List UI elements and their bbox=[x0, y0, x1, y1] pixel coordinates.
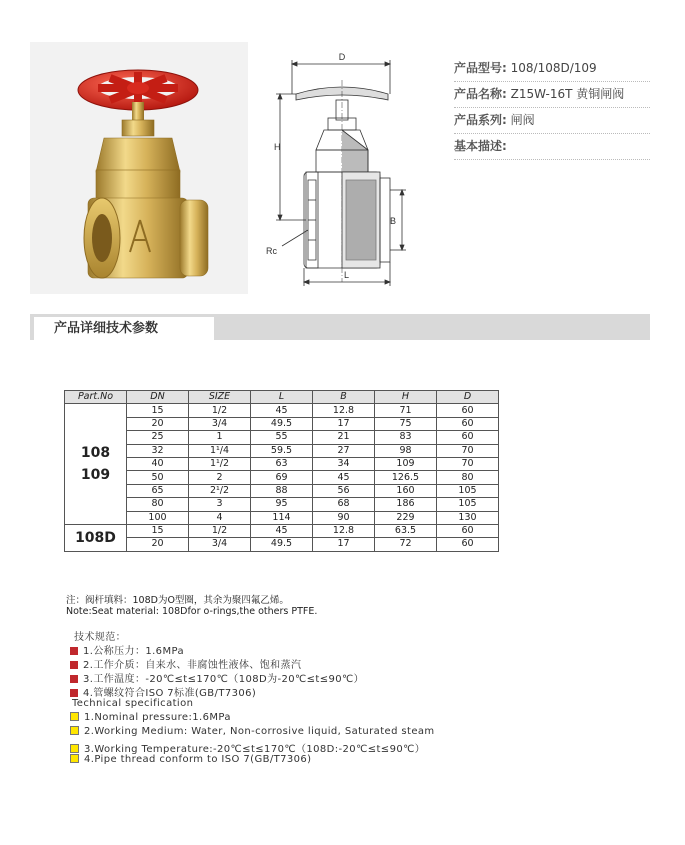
table-row bbox=[65, 511, 499, 524]
table-cell: 83 bbox=[375, 431, 437, 444]
table-cell: 32 bbox=[127, 444, 189, 457]
dim-l-label: L bbox=[344, 270, 350, 280]
table-cell: 98 bbox=[375, 444, 437, 457]
table-row bbox=[65, 498, 499, 511]
table-cell: 130 bbox=[437, 511, 499, 524]
table-cell: 3 bbox=[189, 498, 251, 511]
red-bullet-icon bbox=[70, 661, 78, 669]
info-name-row bbox=[454, 82, 650, 108]
table-cell: 105 bbox=[437, 498, 499, 511]
info-series-row bbox=[454, 108, 650, 134]
dim-d-label: D bbox=[338, 52, 346, 62]
info-label: 产品系列: bbox=[454, 113, 507, 127]
table-cell: 3/4 bbox=[189, 538, 251, 551]
table-cell: 68 bbox=[313, 498, 375, 511]
table-cell: 34 bbox=[313, 457, 375, 470]
table-cell: 229 bbox=[375, 511, 437, 524]
table-cell: 71 bbox=[375, 404, 437, 417]
red-bullet-icon bbox=[70, 675, 78, 683]
spec-en-item: 1.Nominal pressure:1.6MPa bbox=[70, 712, 231, 723]
info-desc-row bbox=[454, 134, 650, 160]
yellow-bullet-icon bbox=[70, 712, 79, 721]
table-cell: 70 bbox=[437, 457, 499, 470]
table-cell: 75 bbox=[375, 417, 437, 430]
table-cell: 60 bbox=[437, 538, 499, 551]
table-row bbox=[65, 431, 499, 444]
yellow-bullet-icon bbox=[70, 744, 79, 753]
table-cell: 105 bbox=[437, 484, 499, 497]
spec-cn-title: 技术规范： bbox=[74, 632, 126, 643]
table-cell: 65 bbox=[127, 484, 189, 497]
table-row bbox=[65, 417, 499, 430]
table-row bbox=[65, 538, 499, 551]
table-cell: 69 bbox=[251, 471, 313, 484]
table-cell: 45 bbox=[313, 471, 375, 484]
product-photo bbox=[30, 42, 248, 294]
info-value: Z15W-16T 黄铜闸阀 bbox=[510, 87, 625, 101]
table-cell: 49.5 bbox=[251, 538, 313, 551]
spec-en-title: Technical specification bbox=[72, 698, 194, 709]
table-cell: 95 bbox=[251, 498, 313, 511]
table-cell: 70 bbox=[437, 444, 499, 457]
table-row bbox=[65, 444, 499, 457]
table-cell: 114 bbox=[251, 511, 313, 524]
table-cell: 15 bbox=[127, 524, 189, 537]
table-cell: 45 bbox=[251, 524, 313, 537]
table-cell: 1/2 bbox=[189, 404, 251, 417]
table-cell: 55 bbox=[251, 431, 313, 444]
table-cell: 49.5 bbox=[251, 417, 313, 430]
note-cn: 注：阀杆填料：108D为O型圈，其余为聚四氟乙烯。 bbox=[66, 595, 289, 606]
part-number-cell: 108D bbox=[65, 524, 127, 551]
table-cell: 1¹/2 bbox=[189, 457, 251, 470]
table-cell: 15 bbox=[127, 404, 189, 417]
table-cell: 12.8 bbox=[313, 404, 375, 417]
yellow-bullet-icon bbox=[70, 754, 79, 763]
table-cell: 21 bbox=[313, 431, 375, 444]
header-l: L bbox=[251, 391, 313, 404]
spec-cn-item: 1.公称压力：1.6MPa bbox=[70, 642, 184, 657]
table-cell: 2¹/2 bbox=[189, 484, 251, 497]
header-dn: DN bbox=[127, 391, 189, 404]
table-cell: 25 bbox=[127, 431, 189, 444]
table-row bbox=[65, 457, 499, 470]
header-d: D bbox=[437, 391, 499, 404]
table-cell: 88 bbox=[251, 484, 313, 497]
spec-en-item: 3.Working Temperature:-20℃≤t≤170℃（108D:-20℃≤t≤90℃） bbox=[70, 740, 425, 755]
red-bullet-icon bbox=[70, 689, 78, 697]
table-row bbox=[65, 484, 499, 497]
table-cell: 56 bbox=[313, 484, 375, 497]
technical-drawing bbox=[262, 50, 422, 290]
dim-h-label: H bbox=[274, 142, 281, 152]
spec-table bbox=[64, 390, 499, 552]
table-cell: 80 bbox=[127, 498, 189, 511]
table-cell: 40 bbox=[127, 457, 189, 470]
table-cell: 2 bbox=[189, 471, 251, 484]
info-label: 产品名称: bbox=[454, 87, 507, 101]
table-cell: 50 bbox=[127, 471, 189, 484]
table-cell: 60 bbox=[437, 404, 499, 417]
table-cell: 80 bbox=[437, 471, 499, 484]
header-h: H bbox=[375, 391, 437, 404]
table-cell: 63 bbox=[251, 457, 313, 470]
note-en: Note:Seat material: 108Dfor o-rings,the others PTFE. bbox=[66, 606, 318, 617]
table-cell: 60 bbox=[437, 417, 499, 430]
table-cell: 12.8 bbox=[313, 524, 375, 537]
yellow-bullet-icon bbox=[70, 726, 79, 735]
part-number-cell: 108 109 bbox=[65, 404, 127, 525]
header-size: SIZE bbox=[189, 391, 251, 404]
table-cell: 17 bbox=[313, 538, 375, 551]
table-cell: 186 bbox=[375, 498, 437, 511]
table-cell: 1¹/4 bbox=[189, 444, 251, 457]
info-value: 108/108D/109 bbox=[510, 61, 597, 75]
table-cell: 126.5 bbox=[375, 471, 437, 484]
info-value: 闸阀 bbox=[510, 113, 535, 127]
spec-en-item: 2.Working Medium: Water, Non-corrosive liquid, Saturated steam bbox=[70, 726, 435, 737]
dim-rc-label: Rc bbox=[266, 246, 277, 256]
info-label: 产品型号: bbox=[454, 61, 507, 75]
info-label: 基本描述: bbox=[454, 139, 507, 153]
spec-en-item: 4.Pipe thread conform to ISO 7(GB/T7306) bbox=[70, 754, 311, 765]
table-cell: 109 bbox=[375, 457, 437, 470]
table-cell: 1/2 bbox=[189, 524, 251, 537]
table-cell: 1 bbox=[189, 431, 251, 444]
table-header-row bbox=[65, 391, 499, 404]
table-cell: 20 bbox=[127, 538, 189, 551]
table-cell: 100 bbox=[127, 511, 189, 524]
table-cell: 60 bbox=[437, 431, 499, 444]
table-cell: 45 bbox=[251, 404, 313, 417]
red-bullet-icon bbox=[70, 647, 78, 655]
section-title: 产品详细技术参数 bbox=[34, 317, 214, 340]
table-row bbox=[65, 471, 499, 484]
table-cell: 27 bbox=[313, 444, 375, 457]
table-cell: 63.5 bbox=[375, 524, 437, 537]
spec-cn-item: 3.工作温度：-20℃≤t≤170℃（108D为-20℃≤t≤90℃） bbox=[70, 670, 364, 685]
table-row bbox=[65, 404, 499, 417]
table-cell: 20 bbox=[127, 417, 189, 430]
table-cell: 3/4 bbox=[189, 417, 251, 430]
section-header bbox=[30, 314, 650, 340]
table-cell: 90 bbox=[313, 511, 375, 524]
spec-cn-item: 4.管螺纹符合ISO 7标准(GB/T7306) bbox=[70, 684, 256, 699]
table-cell: 17 bbox=[313, 417, 375, 430]
table-row bbox=[65, 524, 499, 537]
table-cell: 59.5 bbox=[251, 444, 313, 457]
table-cell: 60 bbox=[437, 524, 499, 537]
table-cell: 72 bbox=[375, 538, 437, 551]
spec-cn-item: 2.工作介质：自来水、非腐蚀性液体、饱和蒸汽 bbox=[70, 656, 301, 671]
header-b: B bbox=[313, 391, 375, 404]
info-model-row bbox=[454, 56, 650, 82]
table-cell: 4 bbox=[189, 511, 251, 524]
header-part: Part.No bbox=[65, 391, 127, 404]
dim-b-label: B bbox=[390, 216, 397, 226]
table-cell: 160 bbox=[375, 484, 437, 497]
